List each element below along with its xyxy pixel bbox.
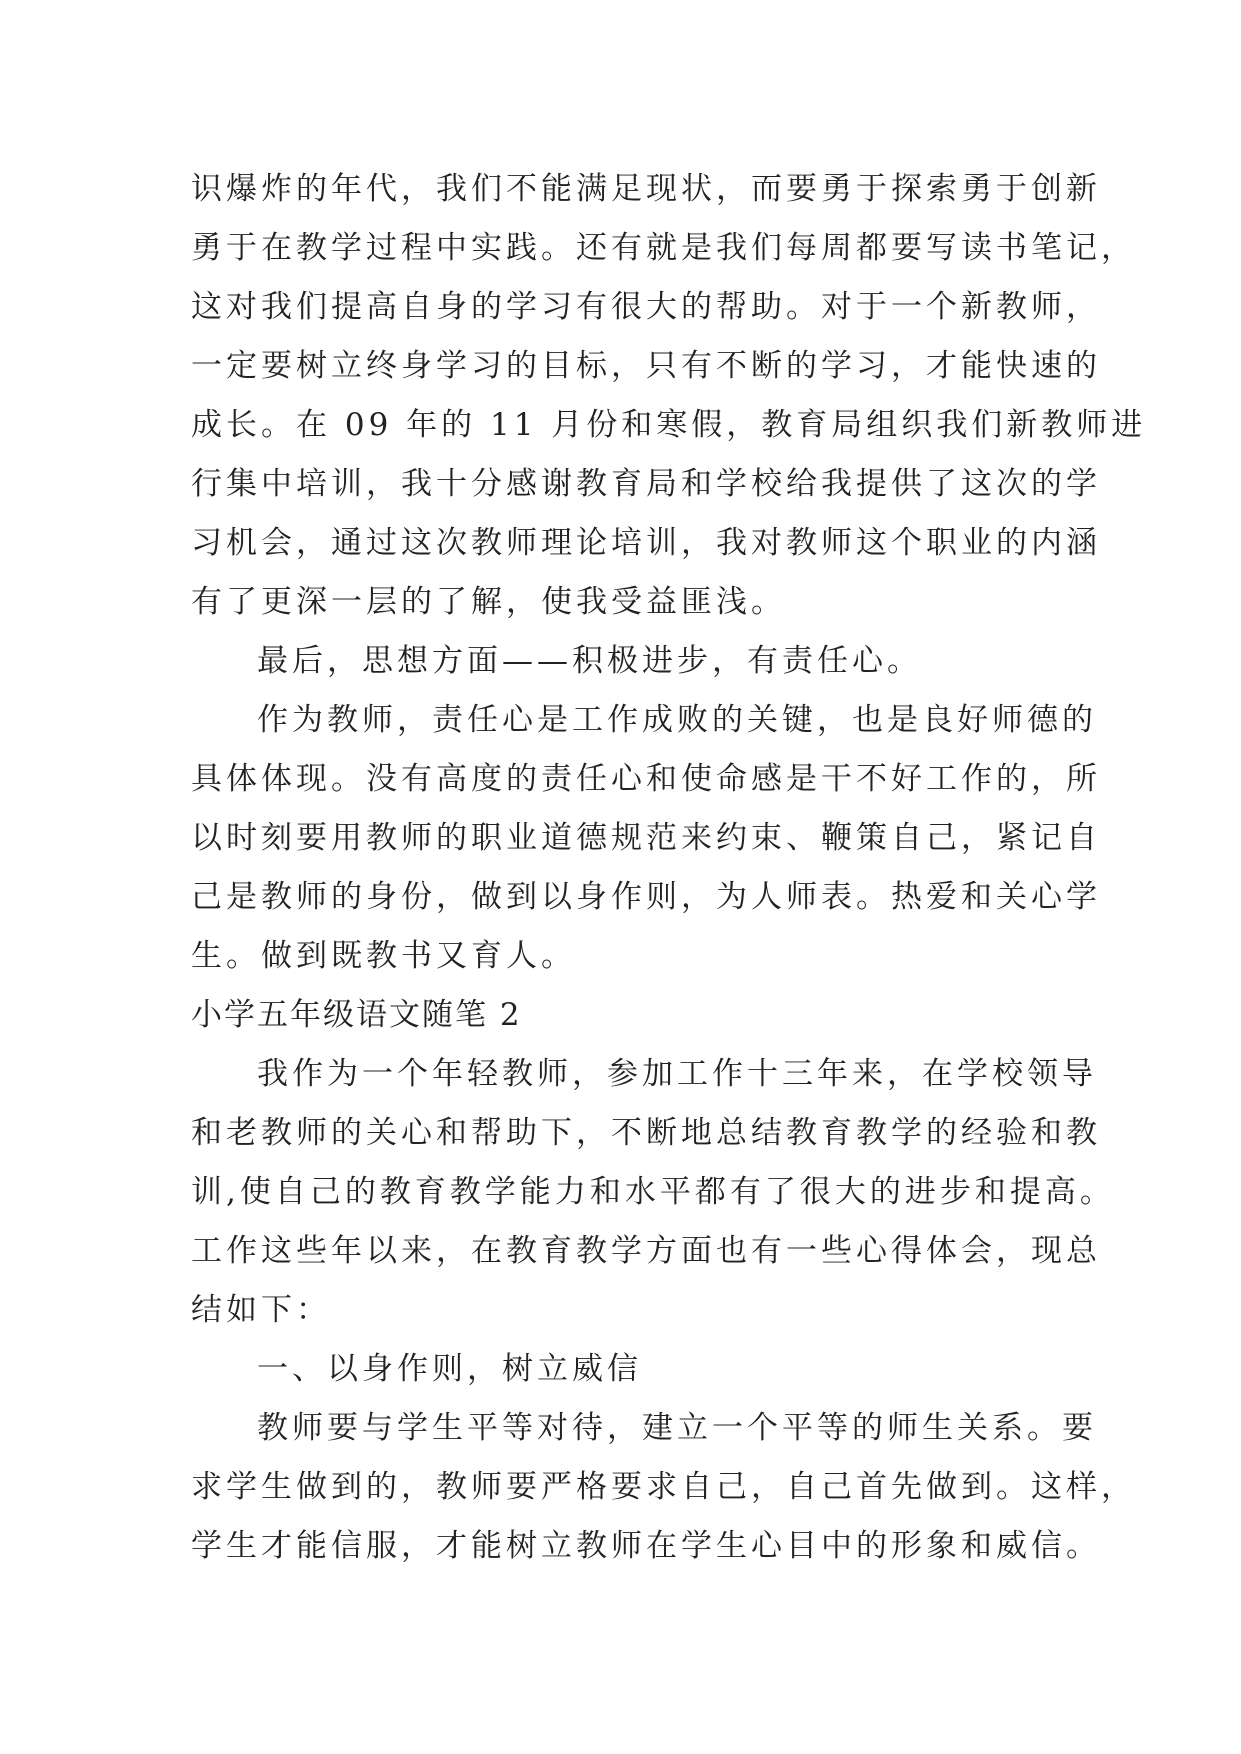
paragraph-line: 最后，思想方面——积极进步，有责任心。 — [257, 643, 922, 679]
paragraph-line: 和老教师的关心和帮助下，不断地总结教育教学的经验和教 — [191, 1115, 1101, 1151]
paragraph-line: 教师要与学生平等对待，建立一个平等的师生关系。要 — [257, 1410, 1097, 1446]
paragraph-line: 具体体现。没有高度的责任心和使命感是干不好工作的，所 — [191, 761, 1101, 797]
paragraph-line: 行集中培训，我十分感谢教育局和学校给我提供了这次的学 — [191, 466, 1101, 502]
section-title: 小学五年级语文随笔 2 — [191, 997, 522, 1033]
paragraph-line: 识爆炸的年代，我们不能满足现状，而要勇于探索勇于创新 — [191, 171, 1101, 207]
paragraph-line: 结如下： — [191, 1292, 331, 1328]
paragraph-line: 训,使自己的教育教学能力和水平都有了很大的进步和提高。 — [191, 1174, 1115, 1210]
paragraph-line: 己是教师的身份，做到以身作则，为人师表。热爱和关心学 — [191, 879, 1101, 915]
paragraph-line: 勇于在教学过程中实践。还有就是我们每周都要写读书笔记， — [191, 230, 1136, 266]
paragraph-line: 求学生做到的，教师要严格要求自己，自己首先做到。这样， — [191, 1469, 1136, 1505]
paragraph-line: 习机会，通过这次教师理论培训，我对教师这个职业的内涵 — [191, 525, 1101, 561]
paragraph-line: 一定要树立终身学习的目标，只有不断的学习，才能快速的 — [191, 348, 1101, 384]
paragraph-line: 我作为一个年轻教师，参加工作十三年来，在学校领导 — [257, 1056, 1097, 1092]
paragraph-line: 生。做到既教书又育人。 — [191, 938, 576, 974]
paragraph-line: 成长。在 09 年的 11 月份和寒假，教育局组织我们新教师进 — [191, 407, 1147, 443]
paragraph-line: 有了更深一层的了解，使我受益匪浅。 — [191, 584, 786, 620]
paragraph-line: 以时刻要用教师的职业道德规范来约束、鞭策自己，紧记自 — [191, 820, 1101, 856]
paragraph-line: 这对我们提高自身的学习有很大的帮助。对于一个新教师， — [191, 289, 1101, 325]
paragraph-line: 工作这些年以来，在教育教学方面也有一些心得体会，现总 — [191, 1233, 1101, 1269]
paragraph-line: 作为教师，责任心是工作成败的关键，也是良好师德的 — [257, 702, 1097, 738]
subsection-heading: 一、以身作则，树立威信 — [257, 1351, 642, 1387]
document-body — [191, 160, 1147, 1576]
paragraph-line: 学生才能信服，才能树立教师在学生心目中的形象和威信。 — [191, 1528, 1101, 1564]
